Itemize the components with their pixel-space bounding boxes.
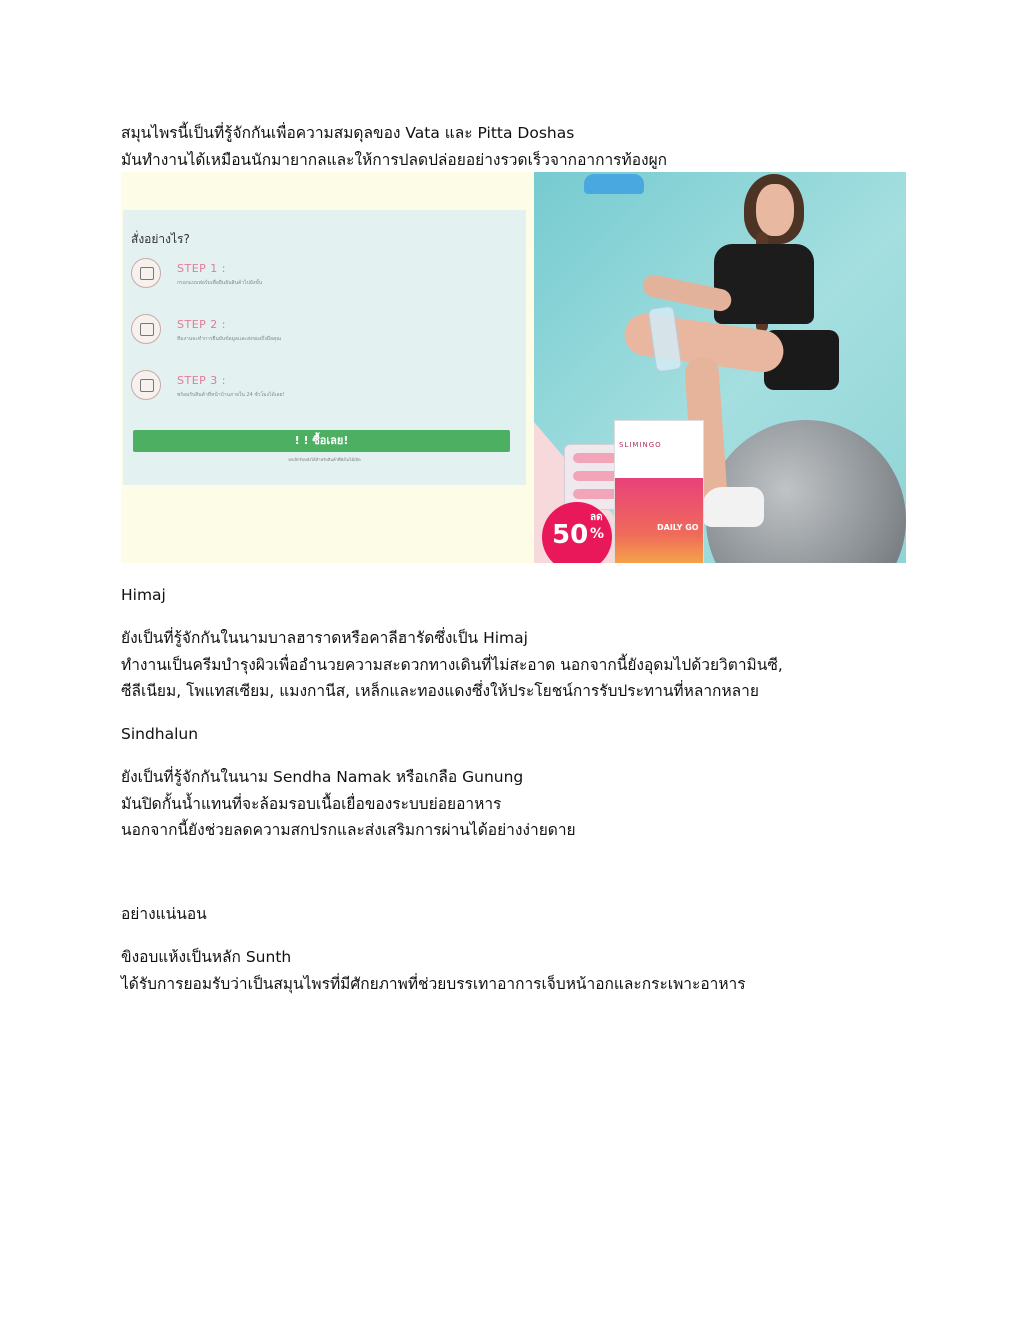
sunth-line-2: ได้รับการยอมรับว่าเป็นสมุนไพรที่มีศักยภาพที่ช่วยบรรเทาอาการเจ็บหน้าอกและกระเพาะอาหาร xyxy=(121,974,746,993)
order-card xyxy=(123,210,526,485)
intro-line-2: มันทำงานได้เหมือนนักมายากลและให้การปลดปล่อยอย่างรวดเร็วจากอาการท้องผูก xyxy=(121,150,668,169)
step-label: STEP 1 : xyxy=(177,262,226,275)
sunth-line-1: ขิงอบแห้งเป็นหลัก Sunth xyxy=(121,948,292,966)
model-photo xyxy=(534,172,906,563)
package-box-icon xyxy=(131,370,161,400)
himaj-line-1: ยังเป็นที่รู้จักกันในนามบาลฮาราดหรือคาลีฮารัดซึ่งเป็น Himaj xyxy=(121,629,528,647)
sindhalun-heading: Sindhalun xyxy=(121,725,199,743)
order-step-1 xyxy=(131,258,511,298)
order-step-3 xyxy=(131,370,511,410)
step-description: ทีมงานจะทำการยืนยันข้อมูลและส่งของถึงมือคุณ xyxy=(177,336,282,342)
intro-paragraph xyxy=(121,120,667,173)
step-description: พร้อมรับสินค้าที่หน้าบ้านภายใน 24 ชั่วโมงได้เลย! xyxy=(177,392,285,398)
discount-number: 50 xyxy=(552,520,589,550)
step-label: STEP 2 : xyxy=(177,318,226,331)
form-icon xyxy=(131,258,161,288)
buy-now-button[interactable]: ! ! ซื้อเลย! xyxy=(133,430,510,452)
himaj-line-2: ทำงานเป็นครีมบำรุงผิวเพื่ออำนวยความสะดวกทางเดินที่ไม่สะอาด นอกจากนี้ยังอุดมไปด้วยวิตามินซี, xyxy=(121,655,783,674)
sneaker xyxy=(702,487,764,527)
himaj-paragraph xyxy=(121,625,783,705)
package-brand: SLIMINGO xyxy=(619,441,662,449)
discount-badge xyxy=(542,502,612,563)
order-panel xyxy=(121,172,534,563)
product-banner-image xyxy=(121,172,906,563)
discount-word: ลด xyxy=(590,512,603,523)
step-label: STEP 3 : xyxy=(177,374,226,387)
step-description: กรอกแบบฟอร์มเพื่อยืนยันสินค้าไปยังขั้น xyxy=(177,280,263,286)
order-step-2 xyxy=(131,314,511,354)
buy-note: ยกเลิกรับหลังได้สำหรับสินค้าที่ยังไม่ได้เปิด xyxy=(288,457,361,462)
discount-percent: % xyxy=(590,526,605,542)
model-top xyxy=(714,244,814,324)
water-bottle xyxy=(648,306,683,373)
product-package xyxy=(614,420,704,563)
model-face xyxy=(756,184,794,236)
delivery-truck-icon xyxy=(131,314,161,344)
himaj-heading: Himaj xyxy=(121,586,166,604)
sindhalun-paragraph xyxy=(121,764,576,844)
order-title: สั่งอย่างไร? xyxy=(131,232,190,246)
package-name: DAILY GO xyxy=(657,523,699,532)
intro-line-1: สมุนไพรนี้เป็นที่รู้จักกันเพื่อความสมดุลของ Vata และ Pitta Doshas xyxy=(121,124,575,142)
sindhalun-line-1: ยังเป็นที่รู้จักกันในนาม Sendha Namak หรือเกลือ Gunung xyxy=(121,768,524,786)
sindhalun-line-2: มันปิดกั้นน้ำแทนที่จะล้อมรอบเนื้อเยื่อของระบบย่อยอาหาร xyxy=(121,794,502,813)
sunth-heading: อย่างแน่นอน xyxy=(121,905,207,923)
sindhalun-line-3: นอกจากนี้ยังช่วยลดความสกปรกและส่งเสริมการผ่านได้อย่างง่ายดาย xyxy=(121,821,576,839)
sunth-paragraph xyxy=(121,944,746,997)
himaj-line-3: ซีลีเนียม, โพแทสเซียม, แมงกานีส, เหล็กและทองแดงซึ่งให้ประโยชน์การรับประทานที่หลากหลาย xyxy=(121,682,759,700)
scooter-icon xyxy=(584,174,644,194)
